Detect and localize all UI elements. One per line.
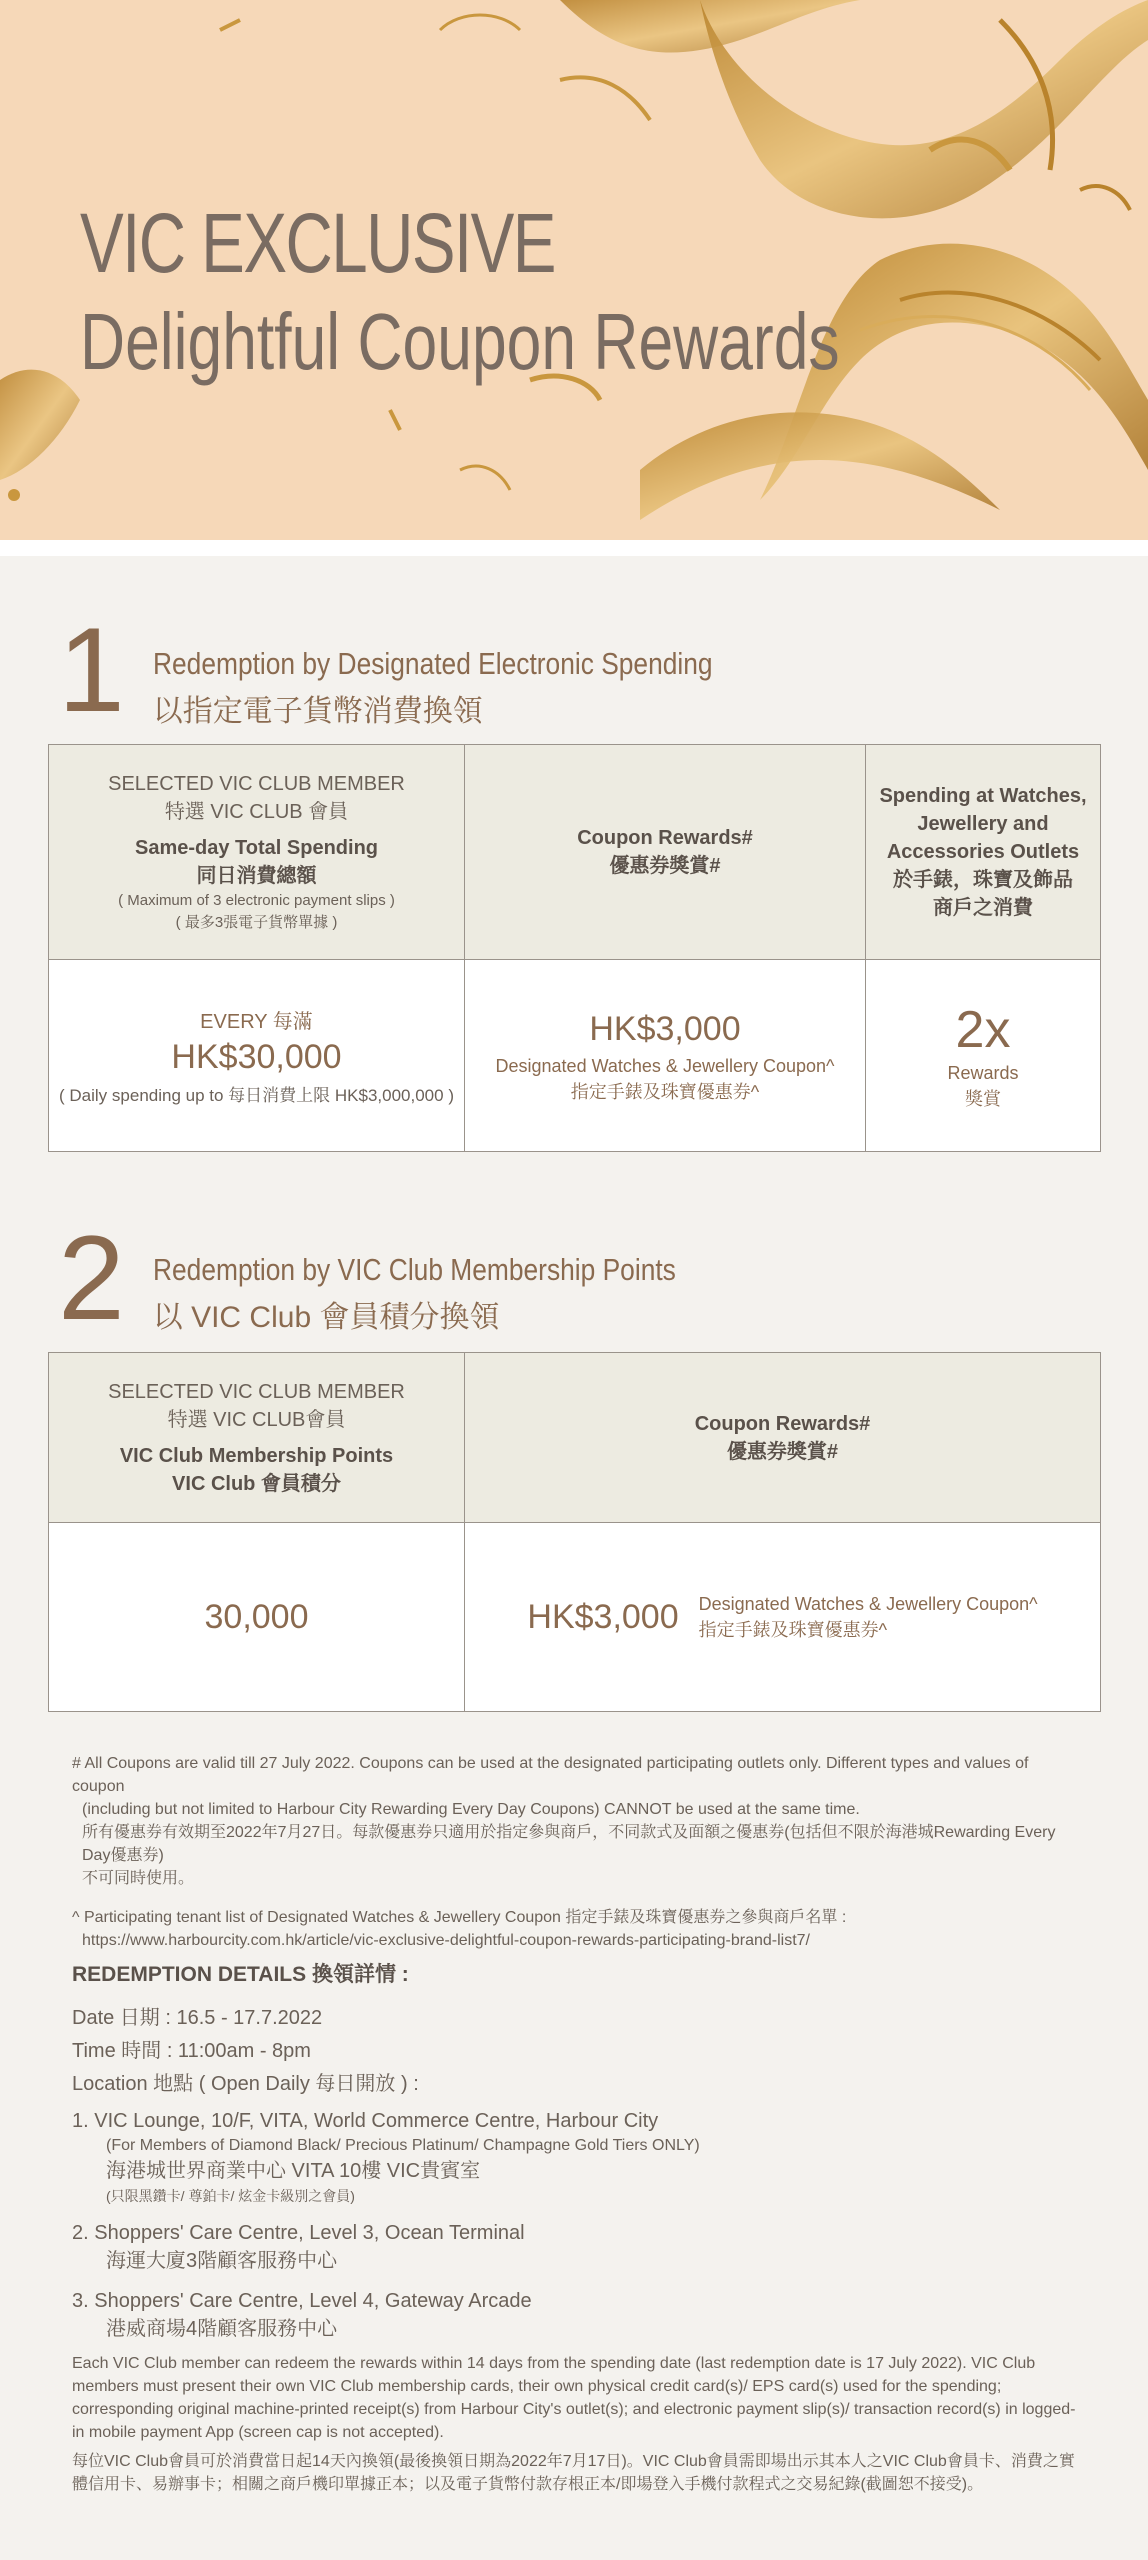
footer-terms-en: Each VIC Club member can redeem the rewards within 14 days from the spending date (last redemption date is 17 July 2022). VIC Club members must present their own VIC Club membership cards, their own physical credit card(s)/ EPS card(s) used for the spending; corresponding original machine-printed receipt(s) from Harbour City's outlet(s); and electronic payment slip(s)/ transaction record(s) in logged-in mobile payment App (screen cap is not accepted).	[72, 2355, 1076, 2441]
details-date: Date 日期 : 16.5 - 17.7.2022	[72, 2007, 323, 2029]
section2-title-zh: 以 VIC Club 會員積分換領	[152, 1301, 500, 1334]
cell-spending-threshold	[49, 960, 465, 1152]
reward-coupon-en: Designated Watches & Jewellery Coupon^	[495, 1056, 835, 1076]
cell-multiplier	[866, 960, 1101, 1152]
note-hash-zh-2: 不可同時使用。	[82, 1870, 195, 1887]
rewards-label: Rewards	[947, 1062, 1019, 1083]
rewards-multiplier: 2x	[955, 1000, 1011, 1059]
cell-coupon-reward	[465, 1523, 1101, 1712]
rewards-label-zh: 獎賞	[965, 1088, 1001, 1109]
cell-points	[49, 1523, 465, 1712]
redemption-details	[72, 1958, 1084, 2343]
section2-title-en: Redemption by VIC Club Membership Points	[152, 1252, 676, 1287]
reward-coupon-zh: 指定手錶及珠寶優惠券^	[570, 1082, 760, 1102]
section2-table	[48, 1352, 1101, 1712]
location-2-en: 2. Shoppers' Care Centre, Level 3, Ocean Terminal	[72, 2222, 525, 2244]
location-3-zh: 港威商場4階顧客服務中心	[106, 2318, 338, 2340]
section2-table-row	[49, 1523, 1101, 1712]
header-coupon-label-zh: 優惠券獎賞#	[726, 1440, 839, 1463]
section1-table	[48, 744, 1101, 1152]
header-outlet-line3: Accessories Outlets	[886, 841, 1080, 863]
location-item-2	[72, 2219, 1084, 2275]
points-amount: 30,000	[204, 1597, 309, 1636]
hero-banner	[0, 0, 1148, 540]
daily-cap: ( Daily spending up to 每日消費上限 HK$3,000,000 )	[59, 1086, 454, 1105]
header-spending-label-zh: 同日消費總額	[196, 865, 317, 887]
header-points-label: VIC Club Membership Points	[119, 1444, 394, 1467]
section2-heading	[58, 1211, 768, 1345]
header-member-points	[49, 1353, 465, 1523]
section1-title-en: Redemption by Designated Electronic Spending	[152, 646, 713, 681]
hero-title-line1: VIC EXCLUSIVE	[80, 196, 555, 290]
header-outlet-line5: 商戶之消費	[933, 897, 1033, 919]
section2-table-header	[49, 1353, 1101, 1523]
header-coupon-rewards	[465, 1353, 1101, 1523]
reward-amount: HK$3,000	[589, 1010, 741, 1048]
header-coupon-label: Coupon Rewards#	[577, 827, 753, 849]
location-3-en: 3. Shoppers' Care Centre, Level 4, Gateway Arcade	[72, 2290, 532, 2312]
location-1-en: 1. VIC Lounge, 10/F, VITA, World Commerce Centre, Harbour City	[72, 2110, 659, 2132]
reward-coupon-zh: 指定手錶及珠寶優惠券^	[698, 1620, 888, 1640]
header-outlet-spending	[866, 745, 1101, 960]
details-time: Time 時間 : 11:00am - 8pm	[72, 2040, 311, 2062]
location-1-tiers-zh: (只限黑鑽卡/ 尊鉑卡/ 炫金卡級別之會員)	[106, 2188, 355, 2204]
section1-table-header	[49, 745, 1101, 960]
section1-table-row	[49, 960, 1101, 1152]
header-member-label-zh: 特選 VIC CLUB 會員	[164, 801, 349, 823]
header-max-slips: ( Maximum of 3 electronic payment slips )	[118, 892, 395, 909]
cell-coupon-reward	[465, 960, 866, 1152]
header-member-spending	[49, 745, 465, 960]
terms-notes	[72, 1752, 1084, 1952]
header-member-label-zh: 特選 VIC CLUB會員	[167, 1408, 346, 1431]
header-member-label: SELECTED VIC CLUB MEMBER	[108, 1380, 405, 1403]
location-item-1	[72, 2107, 1084, 2207]
header-member-label: SELECTED VIC CLUB MEMBER	[108, 773, 405, 795]
note-caret-1: ^ Participating tenant list of Designated Watches & Jewellery Coupon 指定手錶及珠寶優惠券之參與商戶名單 :	[72, 1909, 847, 1926]
header-outlet-line2: Jewellery and	[917, 813, 1049, 835]
header-coupon-label-zh: 優惠券獎賞#	[609, 855, 721, 877]
hero-divider	[0, 540, 1148, 556]
section1-title-zh: 以指定電子貨幣消費換領	[152, 695, 483, 728]
section2-number: 2	[58, 1211, 125, 1345]
note-hash-en-2: (including but not limited to Harbour City Rewarding Every Day Coupons) CANNOT be used at the same time.	[82, 1801, 860, 1818]
note-hash-en-1: # All Coupons are valid till 27 July 2022. Coupons can be used at the designated participating outlets only. Different types and values of coupon	[72, 1755, 1029, 1795]
location-1-zh: 海港城世界商業中心 VITA 10樓 VIC貴賓室	[106, 2160, 481, 2182]
header-points-label-zh: VIC Club 會員積分	[172, 1472, 341, 1495]
header-max-slips-zh: ( 最多3張電子貨幣單據 )	[175, 914, 338, 931]
header-coupon-label: Coupon Rewards#	[694, 1412, 871, 1435]
hero-title-line2: Delightful Coupon Rewards	[80, 297, 840, 386]
header-spending-label: Same-day Total Spending	[135, 837, 378, 859]
details-title: REDEMPTION DETAILS 換領詳情 :	[72, 1963, 409, 1986]
header-outlet-line4: 於手錶，珠寶及飾品	[893, 869, 1073, 891]
footer-terms	[72, 2352, 1084, 2496]
note-hash-zh-1: 所有優惠券有效期至2022年7月27日。每款優惠券只適用於指定參與商戶，不同款式及面額之優惠券(包括但不限於海港城Rewarding Every Day優惠券)	[82, 1824, 1056, 1864]
reward-coupon-en: Designated Watches & Jewellery Coupon^	[698, 1594, 1038, 1614]
spending-amount: HK$30,000	[171, 1038, 342, 1076]
section1-number: 1	[58, 603, 125, 737]
footer-terms-zh: 每位VIC Club會員可於消費當日起14天內換領(最後換領日期為2022年7月17日)。VIC Club會員需即場出示其本人之VIC Club會員卡、消費之實體信用卡、易辦事卡；相關之商戶機印單據正本；以及電子貨幣付款存根正本/即場登入手機付款程式之交易紀錄(截圖恕不接受)。	[72, 2453, 1075, 2493]
header-coupon-rewards	[465, 745, 866, 960]
header-outlet-line1: Spending at Watches,	[879, 785, 1087, 807]
location-2-zh: 海運大廈3階顧客服務中心	[106, 2250, 338, 2272]
section1-heading	[58, 603, 811, 737]
details-location: Location 地點 ( Open Daily 每日開放 ) :	[72, 2073, 419, 2095]
every-label: EVERY 每滿	[200, 1011, 313, 1033]
reward-amount: HK$3,000	[527, 1597, 679, 1636]
location-1-tiers: (For Members of Diamond Black/ Precious Platinum/ Champagne Gold Tiers ONLY)	[106, 2137, 700, 2154]
location-item-3	[72, 2287, 1084, 2343]
participating-list-link[interactable]: https://www.harbourcity.com.hk/article/vic-exclusive-delightful-coupon-rewards-participating-brand-list7/	[82, 1932, 810, 1949]
